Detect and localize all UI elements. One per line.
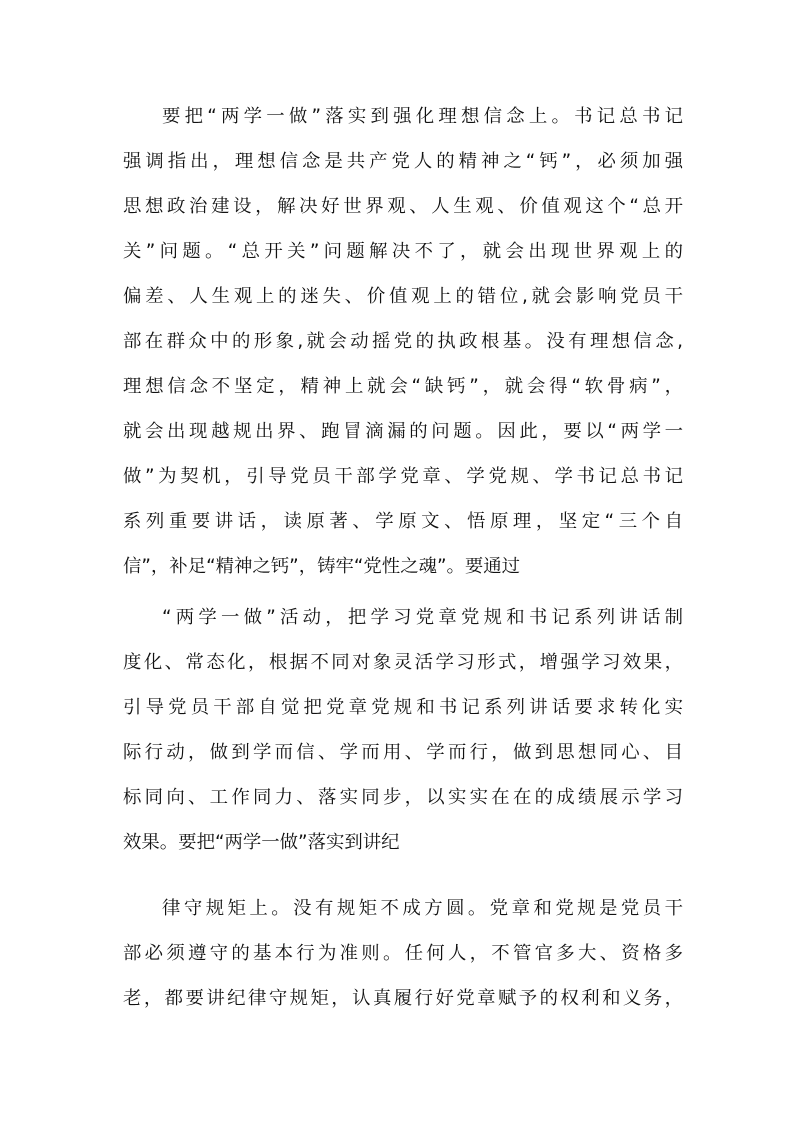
paragraph-1-line-8: 就会出现越规出界、跑冒滴漏的问题。因此，要以“两学一 (123, 421, 683, 442)
paragraph-3-line-2: 部必须遵守的基本行为准则。任何人，不管官多大、资格多 (123, 943, 683, 964)
paragraph-3-line-1: 律守规矩上。没有规矩不成方圆。党章和党规是党员干 (162, 898, 683, 919)
paragraph-1-line-9: 做”为契机，引导党员干部学党章、学党规、学书记总书记 (123, 466, 683, 487)
paragraph-1-line-10: 系列重要讲话，读原著、学原文、悟原理，坚定“三个自 (123, 511, 683, 532)
paragraph-1-line-4: 关”问题。“总开关”问题解决不了，就会出现世界观上的 (123, 241, 683, 262)
paragraph-3-line-3: 老，都要讲纪律守规矩，认真履行好党章赋予的权利和义务， (123, 988, 683, 1009)
paragraph-1-line-11: 信”，补足“精神之钙”，铸牢“党性之魂”。要通过 (123, 556, 521, 577)
paragraph-2-line-1: “两学一做”活动，把学习党章党规和书记系列讲话制 (162, 607, 683, 628)
paragraph-2-line-2: 度化、常态化，根据不同对象灵活学习形式，增强学习效果， (123, 652, 683, 673)
paragraph-2-line-3: 引导党员干部自觉把党章党规和书记系列讲话要求转化实 (123, 697, 683, 718)
paragraph-1-line-3: 思想政治建设，解决好世界观、人生观、价值观这个“总开 (123, 196, 683, 217)
paragraph-1-line-2: 强调指出，理想信念是共产党人的精神之“钙”，必须加强 (123, 151, 683, 172)
paragraph-2-line-5: 标同向、工作同力、落实同步，以实实在在的成绩展示学习 (123, 787, 683, 808)
paragraph-1-line-1: 要把“两学一做”落实到强化理想信念上。书记总书记 (162, 106, 683, 127)
paragraph-2-line-6: 效果。要把“两学一做”落实到讲纪 (123, 832, 400, 853)
paragraph-1-line-7: 理想信念不坚定，精神上就会“缺钙”，就会得“软骨病”， (123, 376, 683, 397)
paragraph-1-line-5: 偏差、人生观上的迷失、价值观上的错位,就会影响党员干 (123, 286, 683, 307)
paragraph-1-line-6: 部在群众中的形象,就会动摇党的执政根基。没有理想信念, (123, 331, 683, 352)
paragraph-2-line-4: 际行动，做到学而信、学而用、学而行，做到思想同心、目 (123, 742, 683, 763)
